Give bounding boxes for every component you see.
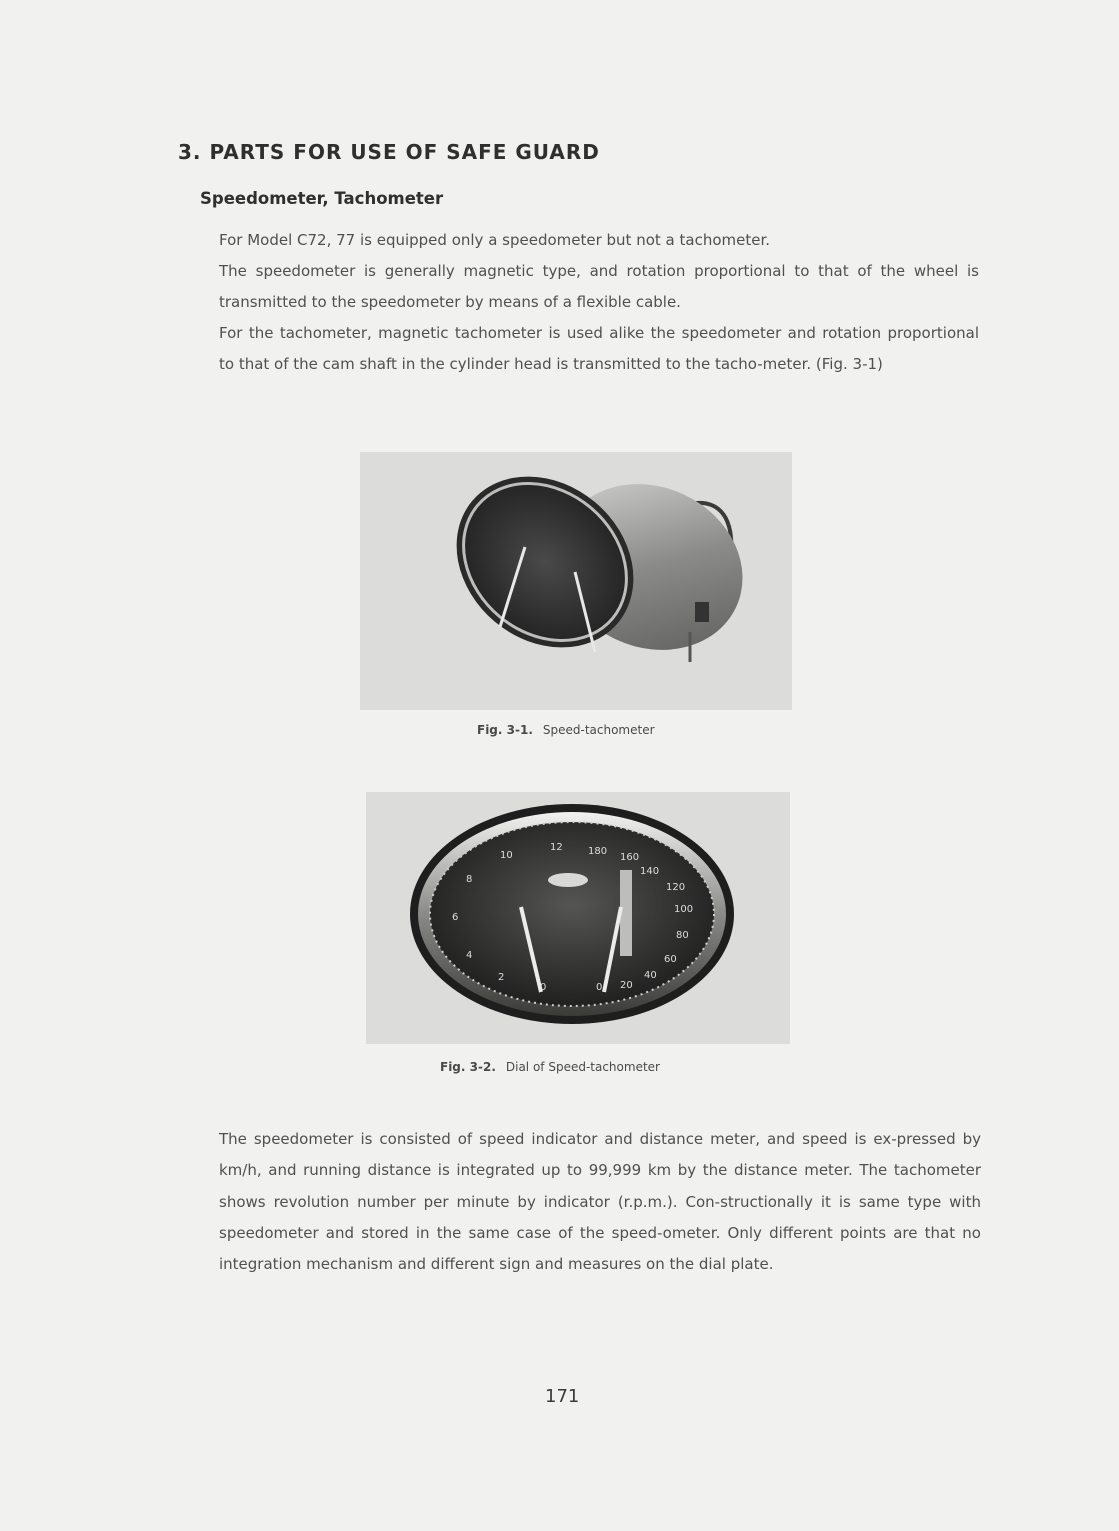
dial-number: 120 [666,882,686,893]
dial-number: 0 [540,982,547,993]
dial-number: 160 [620,852,640,863]
dial-number: 8 [466,874,473,885]
subsection-title: Speedometer, Tachometer [200,189,444,208]
figure-label: Fig. 3-1. [477,723,533,737]
speed-tachometer-dial-photo-icon [366,792,790,1044]
dial-number: 60 [664,954,677,965]
dial-number: 180 [588,846,608,857]
dial-number: 140 [640,866,660,877]
dial-number: 10 [500,850,513,861]
dial-number: 2 [498,972,505,983]
figure-speed-tachometer-photo [360,452,792,710]
dial-number: 40 [644,970,657,981]
paragraph-speedometer-type: The speedometer is generally magnetic type, and rotation proportional to that of the wheel is transmitted to the speedometer by means of a flexible cable. [219,262,979,311]
paragraph-tachometer-type: For the tachometer, magnetic tachometer is used alike the speedometer and rotation proportional to that of the cam shaft in the cylinder head is transmitted to the tacho-meter. (Fig. 3-1) [219,324,979,373]
dial-number: 100 [674,904,694,915]
figure-caption-3-2 [440,1060,660,1074]
figure-caption-text: Speed-tachometer [542,723,655,737]
paragraph-model-note: For Model C72, 77 is equipped only a speedometer but not a tachometer. [219,231,771,249]
dial-number: 12 [550,842,563,853]
figure-dial-photo [366,792,790,1044]
speed-tachometer-photo-icon [360,452,792,710]
dial-number: 4 [466,950,473,961]
section-title: 3. PARTS FOR USE OF SAFE GUARD [178,140,600,164]
dial-number: 80 [676,930,689,941]
figure-caption-3-1 [477,723,655,737]
figure-label: Fig. 3-2. [440,1060,496,1074]
paragraph-speedometer-details: The speedometer is consisted of speed indicator and distance meter, and speed is ex-pressed by km/h, and running distance is integrated up to 99,999 km by the distance meter. The tachometer shows revolution number per minute by indicator (r.p.m.). Con-structionally it is same type with speedometer and stored in the same case of the speed-ometer. Only different points are that no integration mechanism and different sign and measures on the dial plate. [219,1130,981,1274]
dial-number: 6 [452,912,459,923]
figure-caption-text: Dial of Speed-tachometer [505,1060,660,1074]
dial-number: 20 [620,980,633,991]
page-number: 171 [545,1386,580,1407]
dial-number: 0 [596,982,603,993]
